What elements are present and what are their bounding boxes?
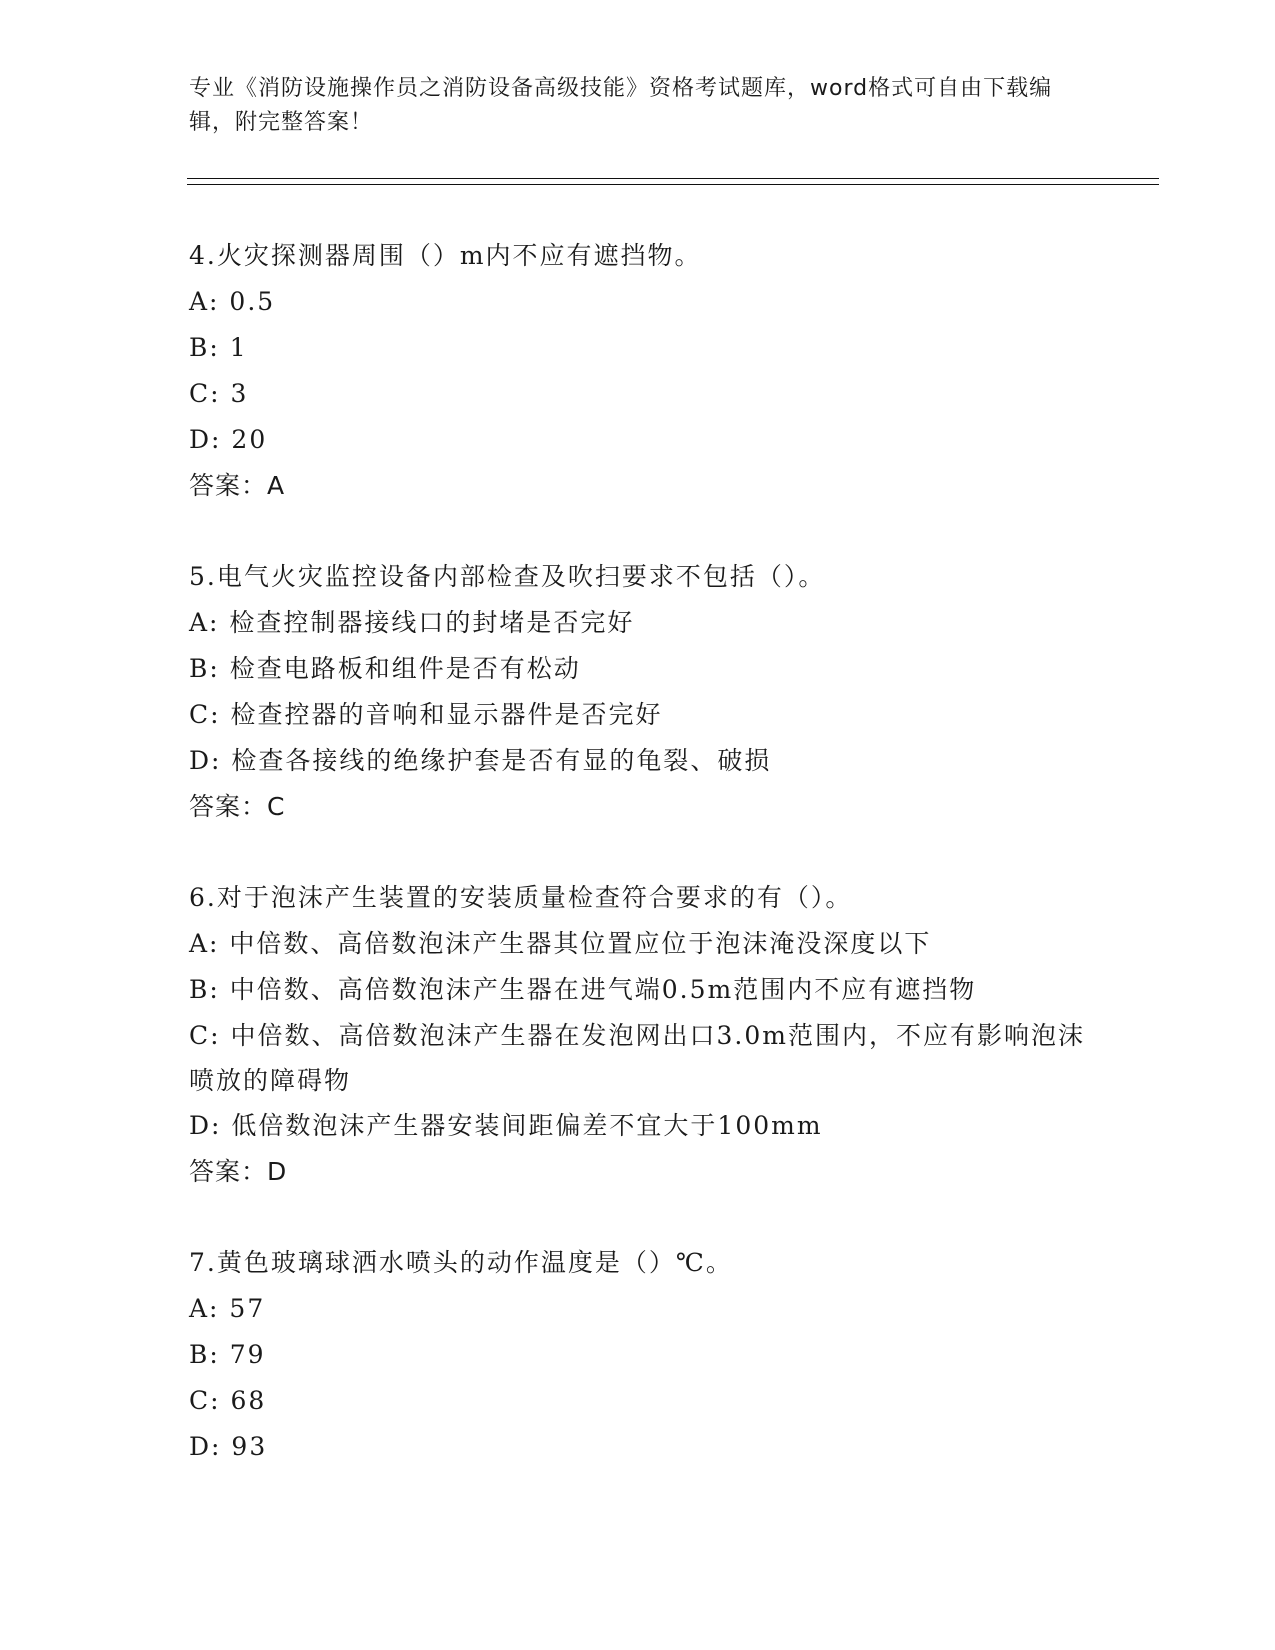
question-6	[189, 875, 1109, 1195]
option-d: D: 20	[189, 425, 268, 454]
option-d: D: 检查各接线的绝缘护套是否有显的龟裂、破损	[189, 746, 772, 775]
option-b: B: 79	[189, 1340, 266, 1369]
option-a: A: 中倍数、高倍数泡沫产生器其位置应位于泡沫淹没深度以下	[189, 929, 932, 958]
option-a: A: 0.5	[189, 287, 276, 316]
header-divider-top	[187, 178, 1159, 179]
question-title: 7.黄色玻璃球洒水喷头的动作温度是（）℃。	[189, 1248, 733, 1277]
question-5	[189, 554, 1109, 830]
option-c: C: 3	[189, 379, 249, 408]
option-a: A: 检查控制器接线口的封堵是否完好	[189, 608, 635, 637]
header-divider-bottom	[187, 184, 1159, 185]
question-title: 4.火灾探测器周围（）m内不应有遮挡物。	[189, 241, 702, 270]
question-title: 6.对于泡沫产生装置的安装质量检查符合要求的有（）。	[189, 883, 853, 912]
question-7	[189, 1240, 1109, 1470]
option-b: B: 1	[189, 333, 248, 362]
question-title: 5.电气火灾监控设备内部检查及吹扫要求不包括（）。	[189, 562, 826, 591]
question-4	[189, 233, 1109, 509]
option-b: B: 检查电路板和组件是否有松动	[189, 654, 581, 683]
option-c: C: 检查控器的音响和显示器件是否完好	[189, 700, 663, 729]
answer-label: 答案：D	[189, 1157, 288, 1186]
option-c: C: 中倍数、高倍数泡沫产生器在发泡网出口3.0m范围内，不应有影响泡沫喷放的障碍物	[189, 1021, 1085, 1095]
answer-label: 答案：C	[189, 792, 286, 821]
option-a: A: 57	[189, 1294, 266, 1323]
option-d: D: 93	[189, 1432, 268, 1461]
option-c: C: 68	[189, 1386, 267, 1415]
option-d: D: 低倍数泡沫产生器安装间距偏差不宜大于100mm	[189, 1111, 823, 1140]
answer-label: 答案：A	[189, 471, 286, 500]
document-header: 专业《消防设施操作员之消防设备高级技能》资格考试题库，word格式可自由下载编辑，附完整答案！	[189, 76, 1053, 135]
option-b: B: 中倍数、高倍数泡沫产生器在进气端0.5m范围内不应有遮挡物	[189, 975, 977, 1004]
